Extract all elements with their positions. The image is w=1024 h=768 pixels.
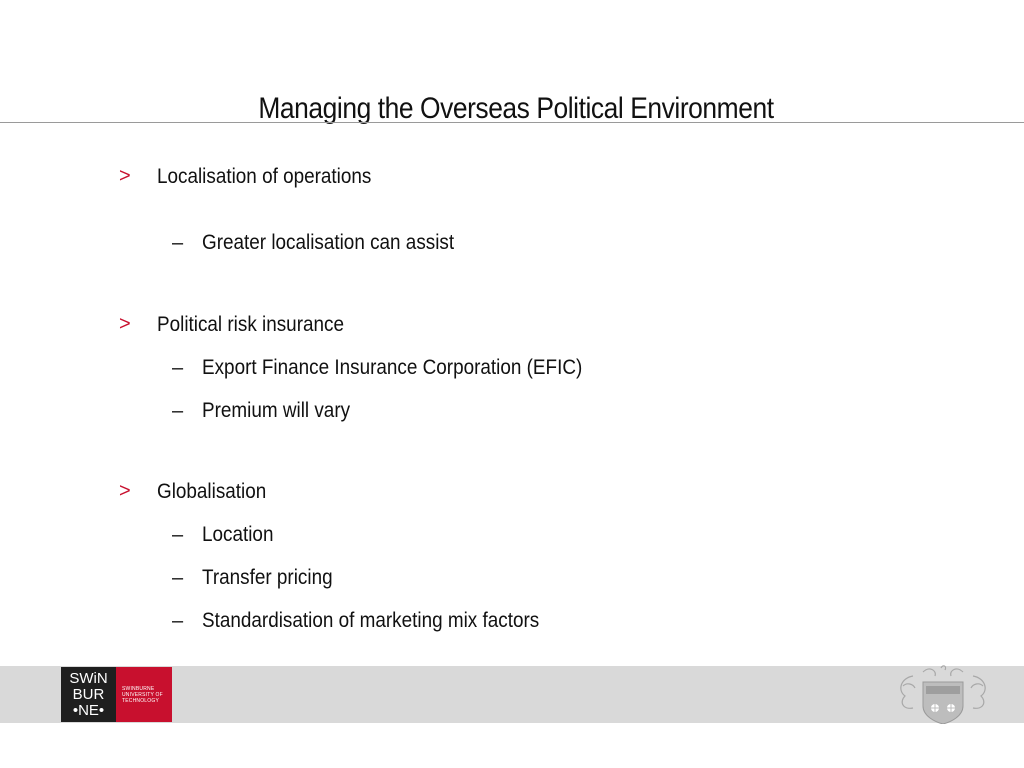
- dash-marker: –: [172, 610, 184, 632]
- logo-line: BUR: [72, 685, 105, 703]
- logo-name-line: SWINBURNE: [122, 685, 155, 692]
- logo-name-line: TECHNOLOGY: [122, 697, 160, 704]
- slide-title: Managing the Overseas Political Environment: [258, 92, 774, 125]
- sub-bullet-item: Standardisation of marketing mix factors: [202, 609, 540, 632]
- bullet-marker: >: [119, 313, 131, 335]
- dash-marker: –: [172, 357, 184, 379]
- logo-university-name: [116, 667, 172, 722]
- bullet-marker: >: [119, 480, 131, 502]
- sub-bullet-item: Transfer pricing: [202, 566, 333, 589]
- bullet-item: Localisation of operations: [157, 165, 372, 188]
- bullet-item: Globalisation: [157, 480, 267, 503]
- bullet-marker: >: [119, 165, 131, 187]
- logo-line: SWiN: [69, 669, 108, 687]
- sub-bullet-item: Export Finance Insurance Corporation (EFIC): [202, 356, 583, 379]
- logo-name-line: UNIVERSITY OF: [122, 691, 163, 698]
- bullet-item: Political risk insurance: [157, 313, 344, 336]
- logo-line: •NE•: [72, 701, 105, 719]
- dash-marker: –: [172, 524, 184, 546]
- dash-marker: –: [172, 567, 184, 589]
- dash-marker: –: [172, 232, 184, 254]
- logo-wordmark: [61, 667, 116, 722]
- swinburne-logo: [61, 667, 172, 722]
- dash-marker: –: [172, 400, 184, 422]
- sub-bullet-item: Greater localisation can assist: [202, 231, 455, 254]
- sub-bullet-item: Location: [202, 523, 274, 546]
- sub-bullet-item: Premium will vary: [202, 399, 351, 422]
- university-crest-icon: [893, 664, 993, 724]
